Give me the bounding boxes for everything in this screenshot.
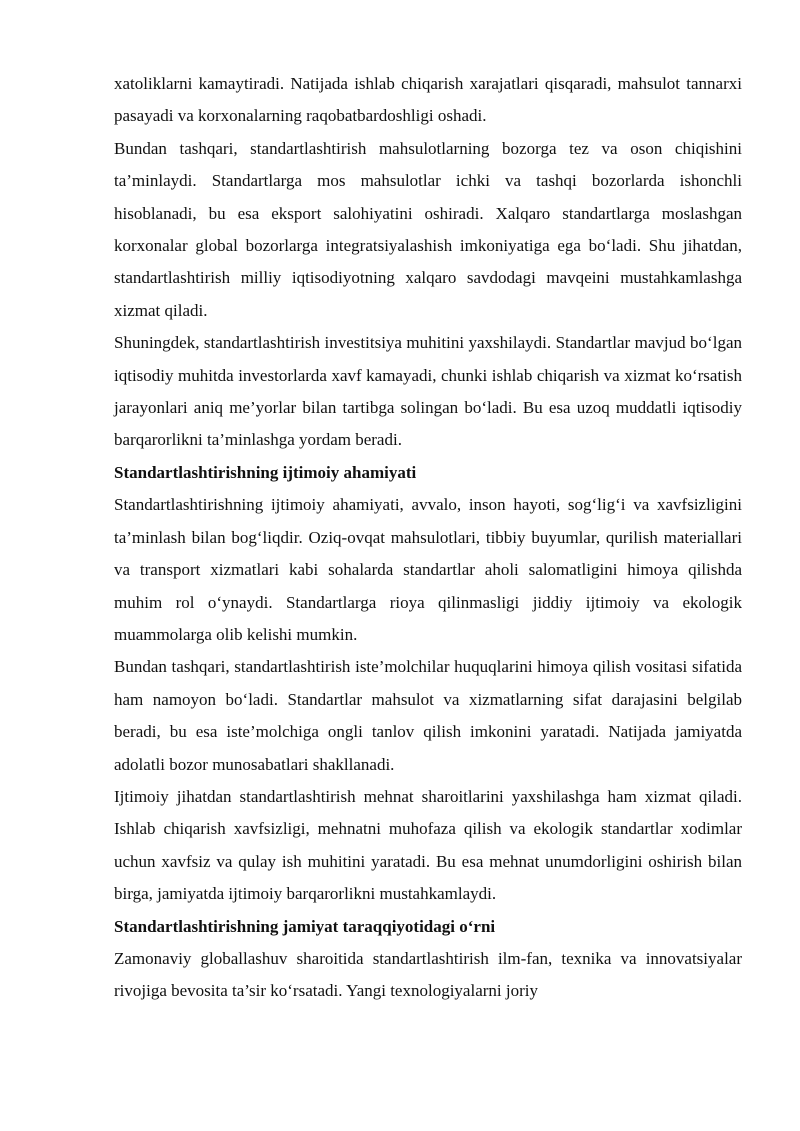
paragraph: Bundan tashqari, standartlashtirish iste’molchilar huquqlarini himoya qilish vositasi sifatida ham namoyon bo‘ladi. Standartlar mahsulot va xizmatlarning sifat darajasini belgilab beradi, bu esa iste’molchiga ongli tanlov qilish imkonini yaratadi. Natijada jamiyatda adolatli bozor munosabatlari shakllanadi. (114, 657, 742, 774)
section-heading: Standartlashtirishning jamiyat taraqqiyotidagi o‘rni (114, 916, 496, 936)
paragraph: Bundan tashqari, standartlashtirish mahsulotlarning bozorga tez va oson chiqishini ta’minlaydi. Standartlarga mos mahsulotlar ichki va tashqi bozorlarda ishonchli hisoblanadi, bu esa eksport salohiyatini oshiradi. Xalqaro standartlarga moslashgan korxonalar global bozorlarga integratsiyalashish imkoniyatiga ega bo‘ladi. Shu jihatdan, standartlashtirish milliy iqtisodiyotning xalqaro savdodagi mavqeini mustahkamlashga xizmat qiladi. (114, 138, 742, 320)
section-heading: Standartlashtirishning ijtimoiy ahamiyati (114, 462, 417, 482)
paragraph: Zamonaviy globallashuv sharoitida standartlashtirish ilm-fan, texnika va innovatsiyalar rivojiga bevosita ta’sir ko‘rsatadi. Yangi texnologiyalarni joriy (114, 948, 742, 1001)
document-page (114, 68, 742, 1008)
paragraph: Standartlashtirishning ijtimoiy ahamiyati, avvalo, inson hayoti, sog‘lig‘i va xavfsizligini ta’minlash bilan bog‘liqdir. Oziq-ovqat mahsulotlari, tibbiy buyumlar, qurilish materiallari va transport xizmatlari kabi sohalarda standartlar aholi salomatligini himoya qilishda muhim rol o‘ynaydi. Standartlarga rioya qilinmasligi jiddiy ijtimoiy va ekologik muammolarga olib kelishi mumkin. (114, 495, 742, 644)
paragraph: Ijtimoiy jihatdan standartlashtirish mehnat sharoitlarini yaxshilashga ham xizmat qiladi. Ishlab chiqarish xavfsizligi, mehnatni muhofaza qilish va ekologik standartlar xodimlar uchun xavfsiz va qulay ish muhitini yaratadi. Bu esa mehnat unumdorligini oshirish bilan birga, jamiyatda ijtimoiy barqarorlikni mustahkamlaydi. (114, 786, 742, 904)
paragraph: Shuningdek, standartlashtirish investitsiya muhitini yaxshilaydi. Standartlar mavjud bo‘lgan iqtisodiy muhitda investorlarda xavf kamayadi, chunki ishlab chiqarish va xizmat ko‘rsatish jarayonlari aniq me’yorlar bilan tartibga solingan bo‘ladi. Bu esa uzoq muddatli iqtisodiy barqarorlikni ta’minlashga yordam beradi. (114, 333, 742, 450)
paragraph: xatoliklarni kamaytiradi. Natijada ishlab chiqarish xarajatlari qisqaradi, mahsulot tannarxi pasayadi va korxonalarning raqobatbardoshligi oshadi. (114, 74, 742, 126)
